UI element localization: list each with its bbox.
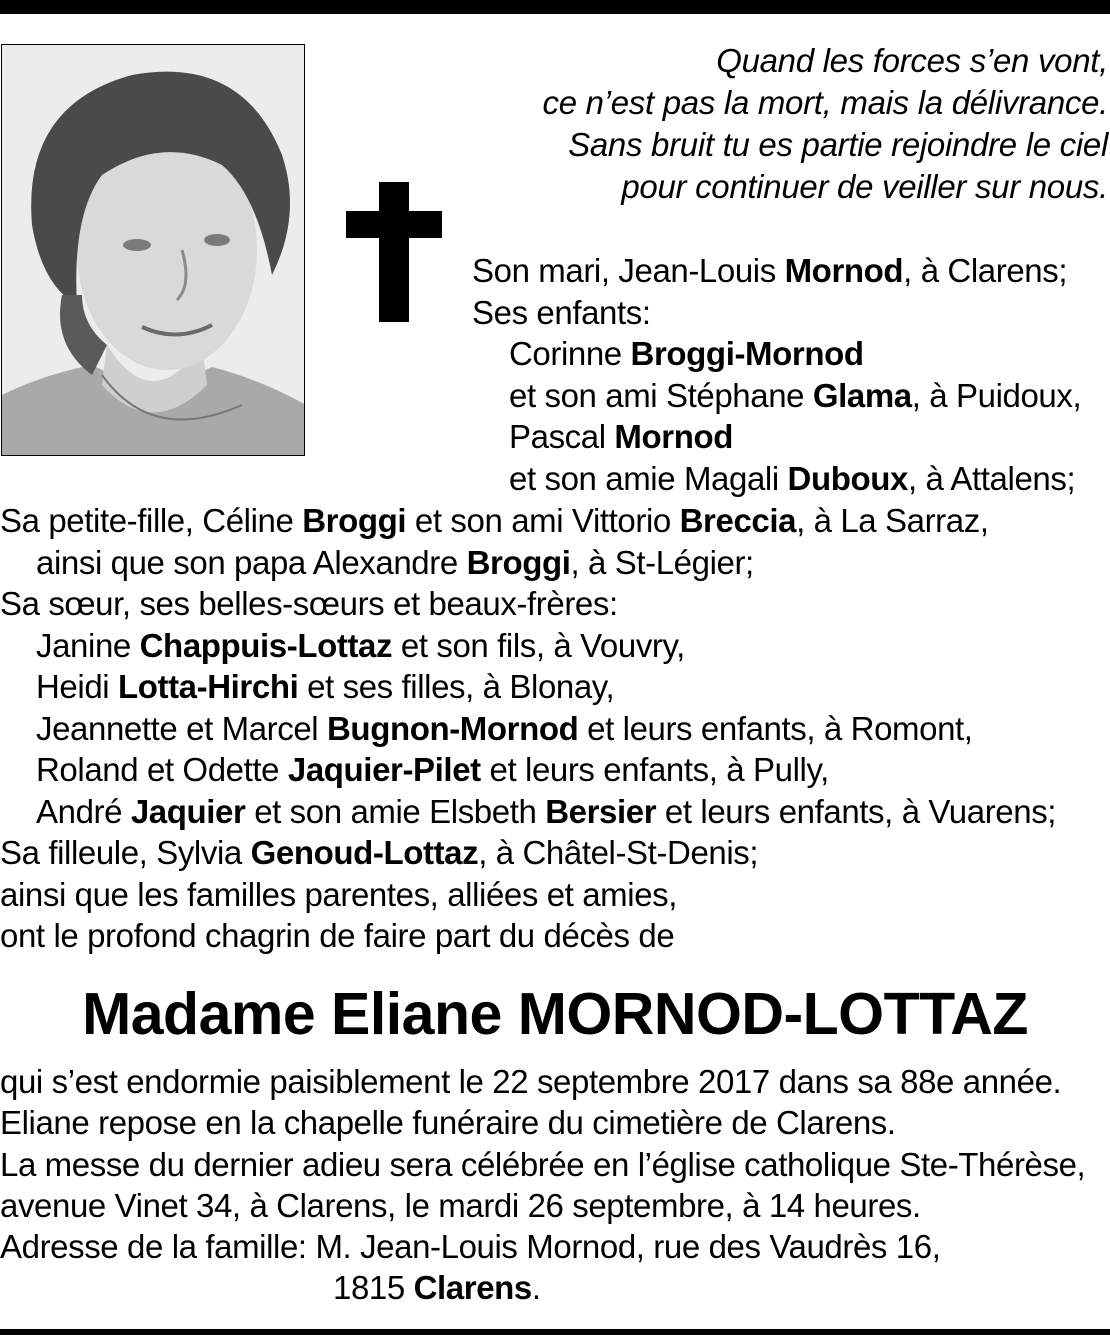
deceased-name: Madame Eliane MORNOD-LOTTAZ (82, 981, 1028, 1047)
portrait-photo (1, 44, 305, 456)
siblings-label: Sa sœur, ses belles-sœurs et beaux-frères: (0, 585, 618, 622)
granddaughter-papa-line: ainsi que son papa Alexandre Broggi, à St-Légier; (36, 543, 754, 581)
sibling-line: Heidi Lotta-Hirchi et ses filles, à Blonay, (36, 668, 615, 705)
children-label: Ses enfants: (472, 293, 651, 331)
husband-line: Son mari, Jean-Louis Mornod, à Clarens; (472, 252, 1068, 289)
sibling-line: Janine Chappuis-Lottaz et son fils, à Vouvry, (36, 626, 685, 664)
details-line: qui s’est endormie paisiblement le 22 septembre 2017 dans sa 88e année. (0, 1063, 1062, 1100)
poem (468, 40, 1108, 208)
cross-icon (346, 182, 442, 322)
child-partner-line: et son amie Magali Duboux, à Attalens; (509, 459, 1076, 497)
family-top (472, 250, 1081, 499)
details-line: Adresse de la famille: M. Jean-Louis Mornod, rue des Vaudrès 16, (0, 1228, 941, 1266)
family-main (0, 500, 1056, 957)
details-line: Eliane repose en la chapelle funéraire du cimetière de Clarens. (0, 1104, 896, 1142)
closing-line: ainsi que les familles parentes, alliées et amies, (0, 875, 678, 913)
granddaughter-line: Sa petite-fille, Céline Broggi et son ami Vittorio Breccia, à La Sarraz, (0, 502, 989, 539)
details-line: avenue Vinet 34, à Clarens, le mardi 26 septembre, à 14 heures. (0, 1186, 921, 1224)
child-line: Corinne Broggi-Mornod (509, 335, 864, 372)
sibling-line: Roland et Odette Jaquier-Pilet et leurs enfants, à Pully, (36, 751, 829, 788)
poem-line: ce n’est pas la mort, mais la délivrance. (542, 84, 1108, 121)
poem-line: Sans bruit tu es partie rejoindre le ciel (568, 126, 1108, 163)
address-line: 1815 Clarens. (333, 1269, 541, 1307)
top-rule (0, 0, 1110, 14)
details (0, 1061, 1085, 1309)
child-line: Pascal Mornod (509, 418, 733, 455)
details-line: La messe du dernier adieu sera célébrée en l’église catholique Ste-Thérèse, (0, 1145, 1086, 1183)
child-partner-line: et son ami Stéphane Glama, à Puidoux, (509, 376, 1082, 414)
sibling-line: André Jaquier et son amie Elsbeth Bersier et leurs enfants, à Vuarens; (36, 792, 1057, 830)
closing-line: ont le profond chagrin de faire part du décès de (0, 917, 675, 954)
sibling-line: Jeannette et Marcel Bugnon-Mornod et leurs enfants, à Romont, (36, 709, 973, 747)
poem-line: pour continuer de veiller sur nous. (621, 168, 1108, 205)
goddaughter-line: Sa filleule, Sylvia Genoud-Lottaz, à Châtel-St-Denis; (0, 834, 759, 871)
bottom-rule (0, 1329, 1110, 1335)
poem-line: Quand les forces s’en vont, (716, 42, 1108, 79)
